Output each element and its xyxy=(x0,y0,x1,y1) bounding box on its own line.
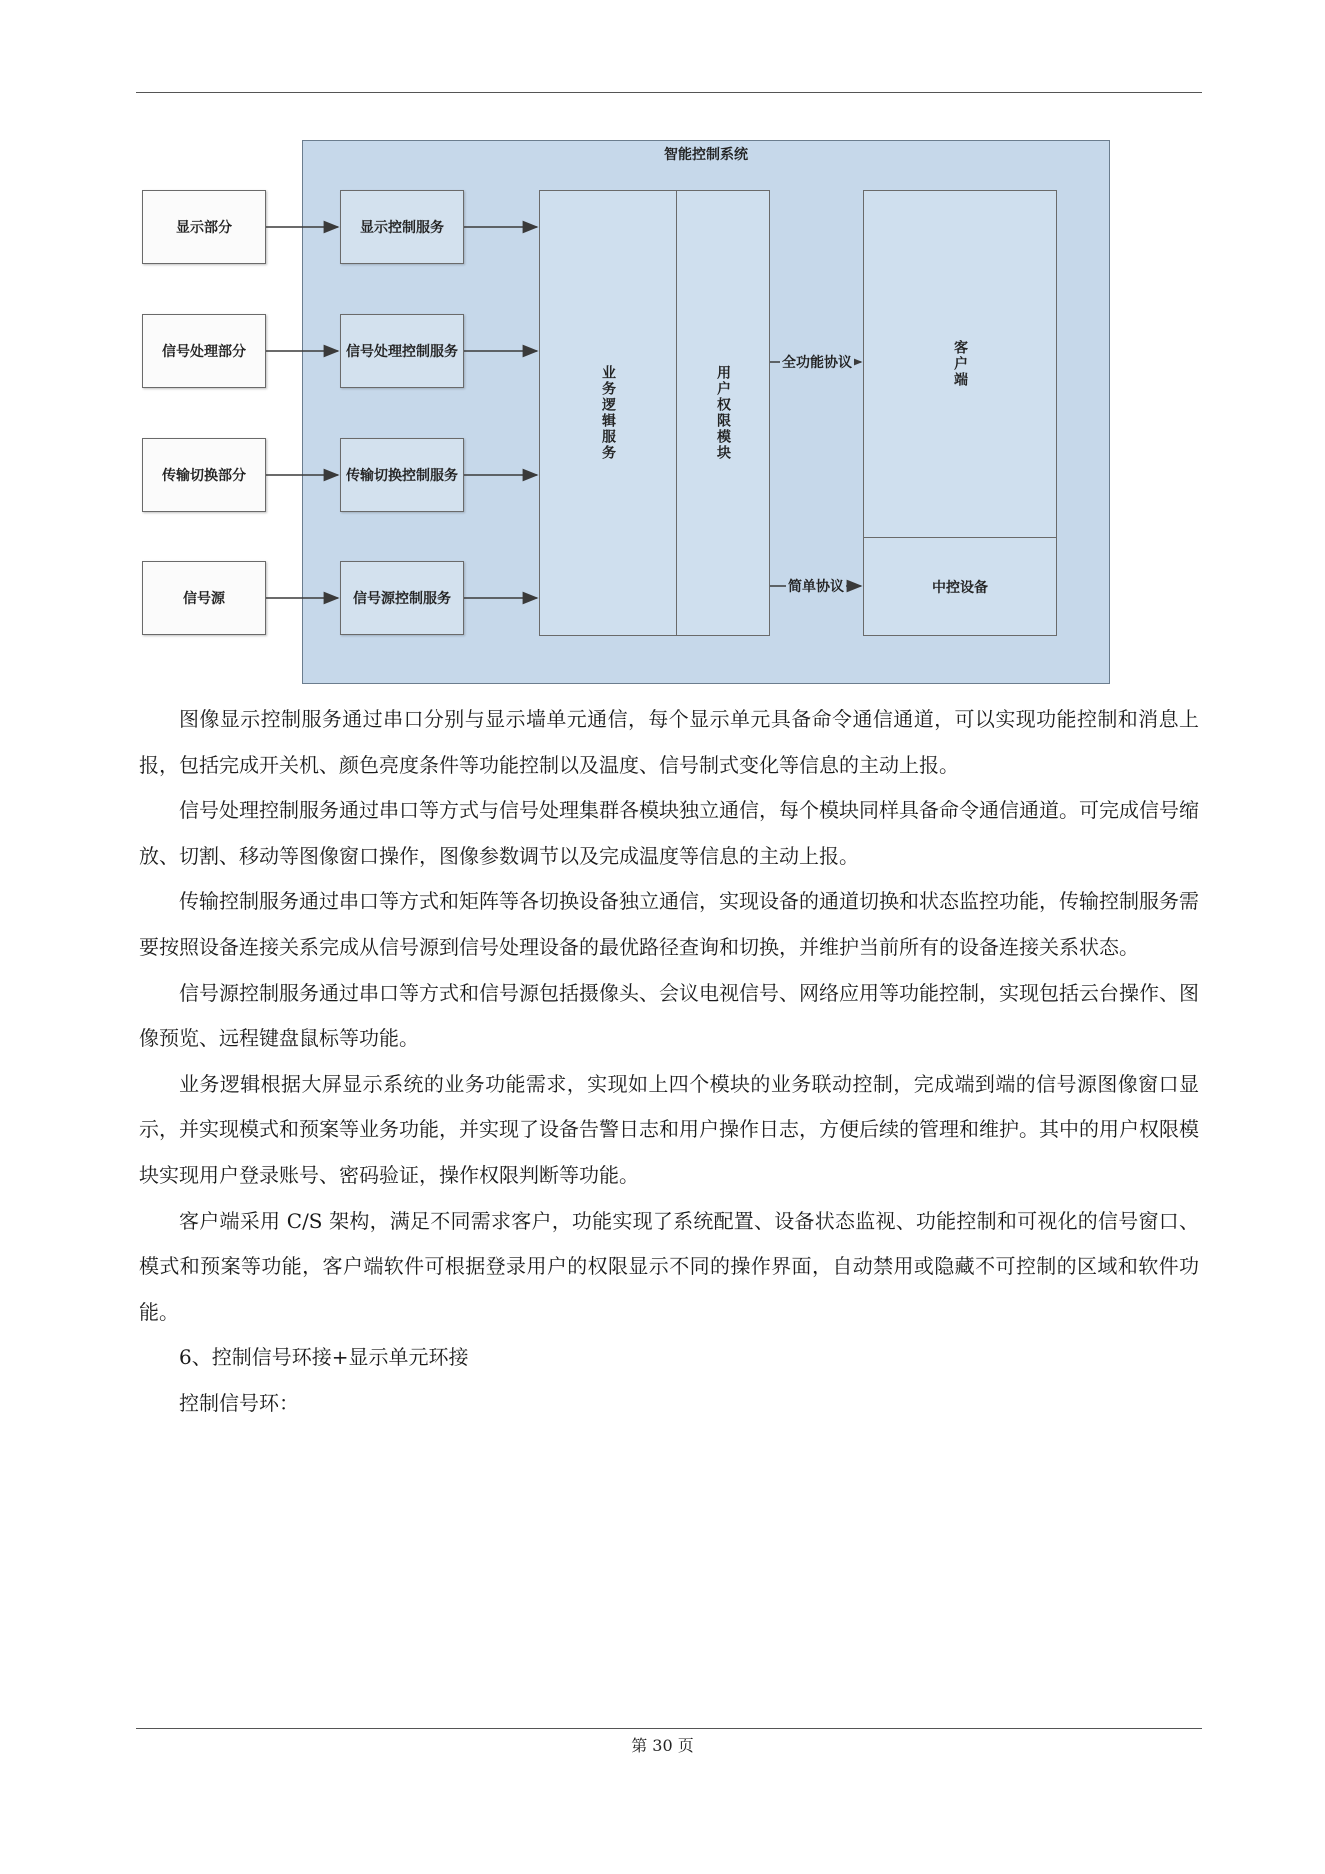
left-part-signal-processing: 信号处理部分 xyxy=(142,314,266,388)
footer-rule xyxy=(136,1728,1202,1729)
service-signal-source: 信号源控制服务 xyxy=(340,561,464,635)
paragraph-display-control: 图像显示控制服务通过串口分别与显示墙单元通信，每个显示单元具备命令通信通道，可以实现功能控制和消息上报，包括完成开关机、颜色亮度条件等功能控制以及温度、信号制式变化等信息的主动上报。 xyxy=(139,707,1199,777)
service-signal-processing: 信号处理控制服务 xyxy=(340,314,464,388)
paragraph-transmission: 传输控制服务通过串口等方式和矩阵等各切换设备独立通信，实现设备的通道切换和状态监控功能，传输控制服务需要按照设备连接关系完成从信号源到信号处理设备的最优路径查询和切换，并维护当前所有的设备连接关系状态。 xyxy=(139,889,1199,959)
protocol-full-label: 全功能协议 xyxy=(780,352,854,372)
central-device-block: 中控设备 xyxy=(863,537,1057,636)
left-part-transmission: 传输切换部分 xyxy=(142,438,266,512)
page-number: 第 30 页 xyxy=(631,1736,694,1755)
paragraph-business-logic: 业务逻辑根据大屏显示系统的业务功能需求，实现如上四个模块的业务联动控制，完成端到端的信号源图像窗口显示，并实现模式和预案等业务功能，并实现了设备告警日志和用户操作日志，方便后续的管理和维护。其中的用户权限模块实现用户登录账号、密码验证，操作权限判断等功能。 xyxy=(139,1071,1199,1187)
section-heading: 6、控制信号环接+显示单元环接 xyxy=(179,1345,469,1370)
protocol-simple-label: 简单协议 xyxy=(786,576,846,596)
user-data-label: 用户权限模块 xyxy=(715,365,731,461)
body-text xyxy=(139,697,1199,1427)
service-transmission: 传输切换控制服务 xyxy=(340,438,464,512)
client-label: 客户端 xyxy=(952,340,968,388)
service-display: 显示控制服务 xyxy=(340,190,464,264)
paragraph-signal-processing: 信号处理控制服务通过串口等方式与信号处理集群各模块独立通信，每个模块同样具备命令通信通道。可完成信号缩放、切割、移动等图像窗口操作，图像参数调节以及完成温度等信息的主动上报。 xyxy=(139,798,1199,868)
system-title: 智能控制系统 xyxy=(664,147,748,163)
paragraph-client: 客户端采用 C/S 架构，满足不同需求客户，功能实现了系统配置、设备状态监视、功能控制和可视化的信号窗口、模式和预案等功能，客户端软件可根据登录用户的权限显示不同的操作界面，自动禁用或隐藏不可控制的区域和软件功能。 xyxy=(139,1208,1199,1324)
left-part-display: 显示部分 xyxy=(142,190,266,264)
subsection-label: 控制信号环： xyxy=(179,1390,299,1415)
paragraph-signal-source: 信号源控制服务通过串口等方式和信号源包括摄像头、会议电视信号、网络应用等功能控制，实现包括云台操作、图像预览、远程键盘鼠标等功能。 xyxy=(139,980,1199,1051)
diagram-arrows xyxy=(0,0,1325,760)
business-logic-label: 业务逻辑服务 xyxy=(600,365,616,461)
left-part-signal-source: 信号源 xyxy=(142,561,266,635)
